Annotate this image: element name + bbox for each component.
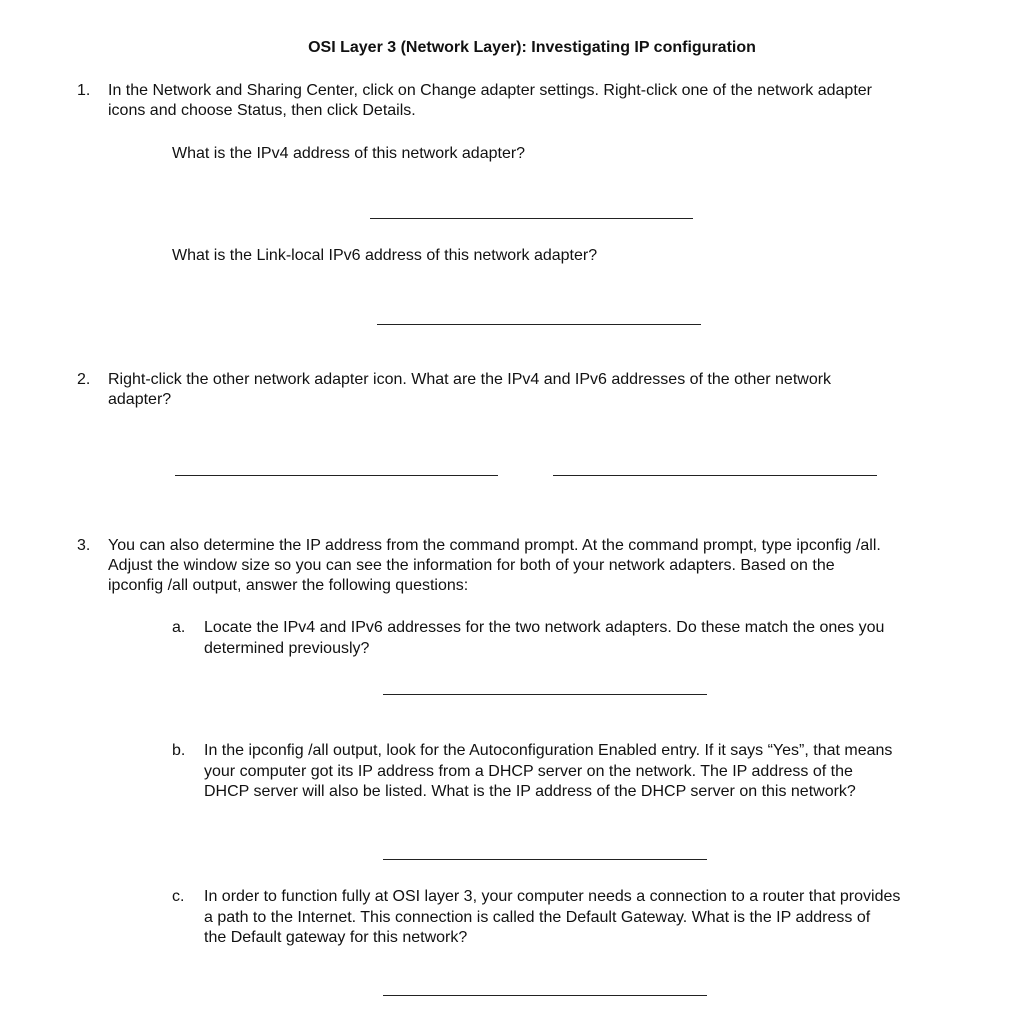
question-1-text-line-1: In the Network and Sharing Center, click on Change adapter settings. Right-click one of the network adapter: [108, 82, 872, 99]
answer-line-3a[interactable]: [383, 694, 707, 695]
question-3-text-line-2: Adjust the window size so you can see the information for both of your network adapters. Based on the: [108, 557, 835, 574]
question-1-text-line-2: icons and choose Status, then click Details.: [108, 102, 416, 119]
answer-line-2-ipv4[interactable]: [175, 475, 498, 476]
answer-line-2-ipv6[interactable]: [553, 475, 877, 476]
question-3c-label: c.: [172, 888, 185, 905]
question-1-sub-1: What is the IPv4 address of this network adapter?: [172, 145, 526, 162]
question-3-text-line-3: ipconfig /all output, answer the following questions:: [108, 577, 469, 594]
question-3c-text-line-2: a path to the Internet. This connection is called the Default Gateway. What is the IP address of: [204, 909, 871, 926]
answer-line-3b[interactable]: [383, 859, 707, 860]
question-1-number: 1.: [77, 82, 91, 99]
question-3b-text-line-1: In the ipconfig /all output, look for the Autoconfiguration Enabled entry. If it says “Yes”, that means: [204, 742, 893, 759]
question-3-number: 3.: [77, 537, 91, 554]
answer-line-3c[interactable]: [383, 995, 707, 996]
question-3c-text-line-3: the Default gateway for this network?: [204, 929, 468, 946]
question-3b-text-line-3: DHCP server will also be listed. What is the IP address of the DHCP server on this network?: [204, 783, 856, 800]
question-3a-text-line-2: determined previously?: [204, 640, 370, 657]
question-2-number: 2.: [77, 371, 91, 388]
question-3b-text-line-2: your computer got its IP address from a DHCP server on the network. The IP address of the: [204, 763, 853, 780]
page-title: OSI Layer 3 (Network Layer): Investigating IP configuration: [308, 39, 756, 56]
question-2-text-line-2: adapter?: [108, 391, 172, 408]
question-3a-label: a.: [172, 619, 186, 636]
answer-line-1-ipv6[interactable]: [377, 324, 701, 325]
question-2-text-line-1: Right-click the other network adapter icon. What are the IPv4 and IPv6 addresses of the other network: [108, 371, 832, 388]
question-3a-text-line-1: Locate the IPv4 and IPv6 addresses for the two network adapters. Do these match the ones you: [204, 619, 885, 636]
answer-line-1-ipv4[interactable]: [370, 218, 693, 219]
question-3c-text-line-1: In order to function fully at OSI layer 3, your computer needs a connection to a router that provides: [204, 888, 901, 905]
question-3b-label: b.: [172, 742, 186, 759]
question-1-sub-2: What is the Link-local IPv6 address of this network adapter?: [172, 247, 598, 264]
question-3-text-line-1: You can also determine the IP address from the command prompt. At the command prompt, type ipconfig /all.: [108, 537, 881, 554]
